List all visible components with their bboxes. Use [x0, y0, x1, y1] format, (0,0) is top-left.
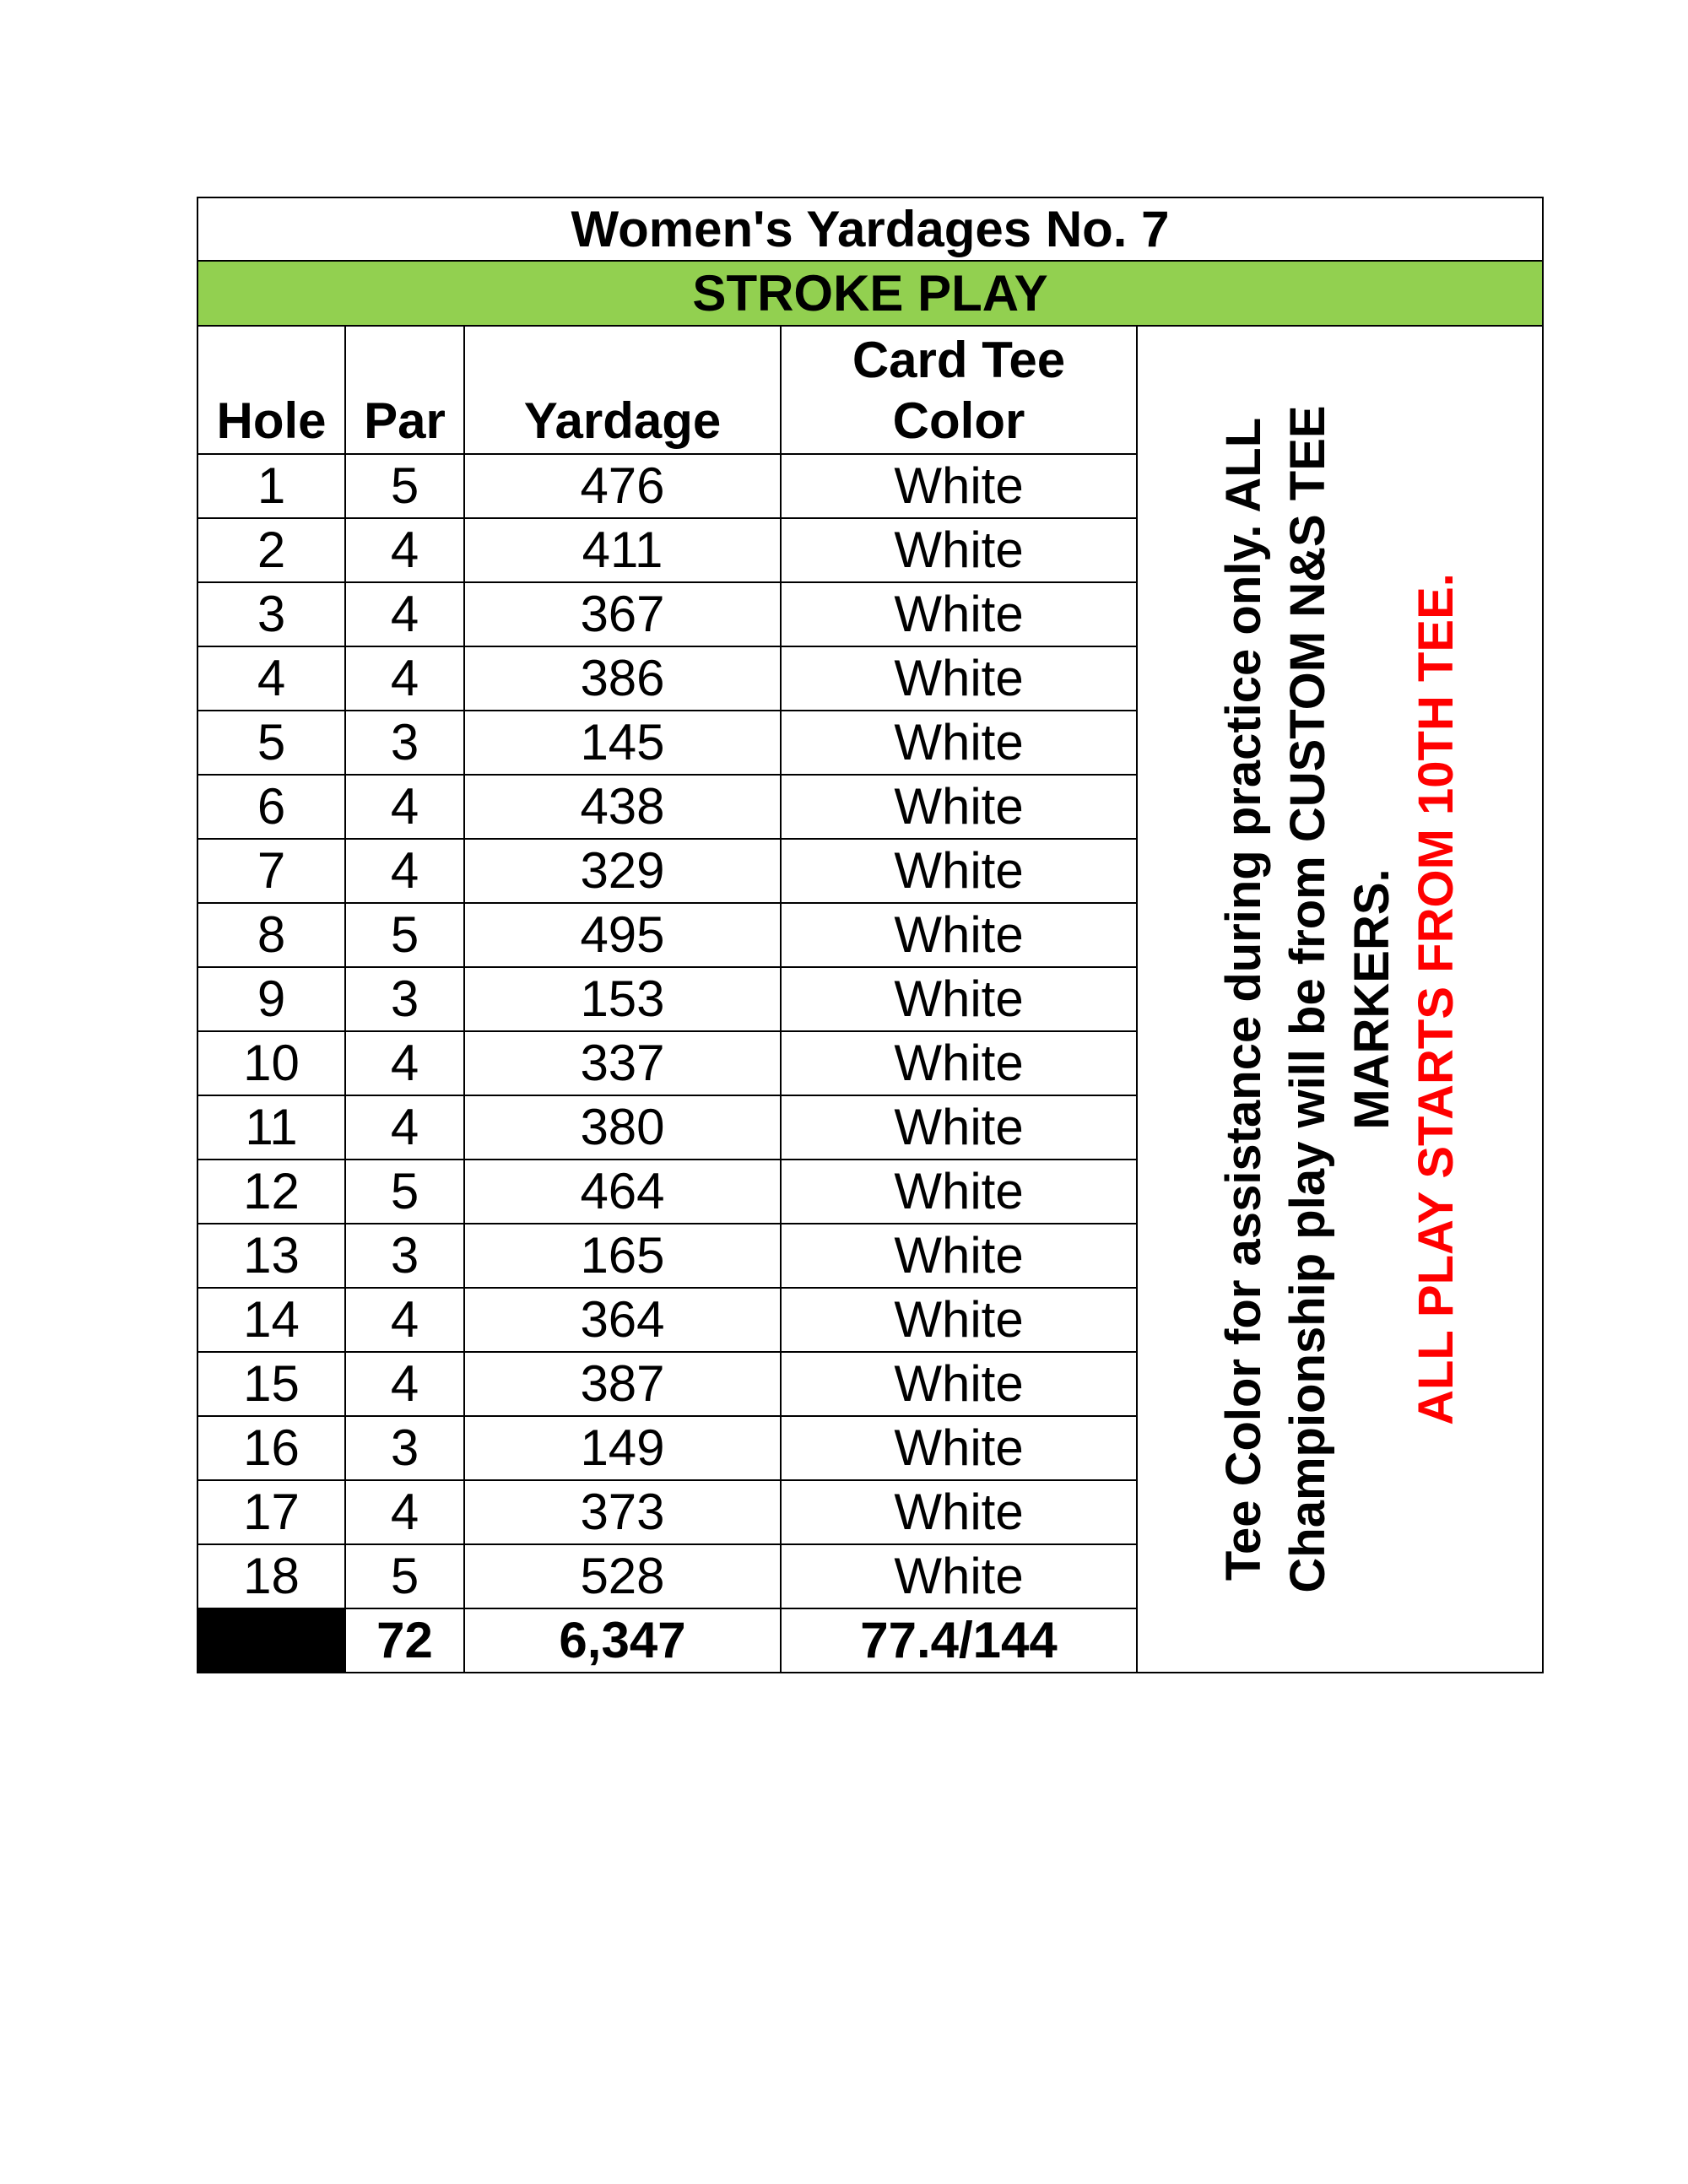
- yardage-cell: 373: [464, 1480, 781, 1544]
- tee-color-cell: White: [781, 711, 1137, 775]
- tee-color-cell: White: [781, 518, 1137, 582]
- hole-cell: 9: [197, 967, 345, 1031]
- yardage-cell: 495: [464, 903, 781, 967]
- yardage-cell: 337: [464, 1031, 781, 1095]
- totals-blank-cell: [197, 1608, 345, 1673]
- par-cell: 4: [345, 775, 464, 839]
- par-cell: 4: [345, 646, 464, 711]
- yardage-cell: 476: [464, 454, 781, 518]
- tee-color-cell: White: [781, 582, 1137, 646]
- hole-cell: 8: [197, 903, 345, 967]
- total-yardage: 6,347: [464, 1608, 781, 1673]
- tee-color-cell: White: [781, 1480, 1137, 1544]
- tee-color-cell: White: [781, 1095, 1137, 1160]
- par-cell: 4: [345, 1095, 464, 1160]
- format-banner: STROKE PLAY: [197, 261, 1543, 326]
- tee-color-cell: White: [781, 967, 1137, 1031]
- yardage-cell: 380: [464, 1095, 781, 1160]
- yardage-cell: 364: [464, 1288, 781, 1352]
- practice-note-cell: [1137, 326, 1543, 1673]
- yardage-cell: 329: [464, 839, 781, 903]
- header-tee-line1: Card Tee: [852, 332, 1066, 388]
- start-tee-note: ALL PLAY STARTS FROM 10TH TEE.: [1408, 573, 1463, 1425]
- yardage-cell: 387: [464, 1352, 781, 1416]
- tee-color-cell: White: [781, 1544, 1137, 1608]
- yardage-cell: 386: [464, 646, 781, 711]
- tee-color-cell: White: [781, 1031, 1137, 1095]
- header-tee-line2: Color: [892, 392, 1025, 449]
- par-cell: 5: [345, 903, 464, 967]
- page-title: Women's Yardages No. 7: [197, 197, 1543, 261]
- header-yardage: Yardage: [464, 326, 781, 454]
- par-cell: 4: [345, 1480, 464, 1544]
- header-hole: Hole: [197, 326, 345, 454]
- hole-cell: 12: [197, 1160, 345, 1224]
- hole-cell: 15: [197, 1352, 345, 1416]
- tee-color-cell: White: [781, 454, 1137, 518]
- tee-color-cell: White: [781, 1160, 1137, 1224]
- par-cell: 5: [345, 1544, 464, 1608]
- course-rating: 77.4/144: [781, 1608, 1137, 1673]
- header-tee-color: [781, 326, 1137, 454]
- header-par: Par: [345, 326, 464, 454]
- par-cell: 5: [345, 1160, 464, 1224]
- tee-color-cell: White: [781, 775, 1137, 839]
- yardage-table: [197, 197, 1544, 1673]
- par-cell: 4: [345, 1031, 464, 1095]
- par-cell: 4: [345, 1288, 464, 1352]
- yardage-cell: 145: [464, 711, 781, 775]
- par-cell: 3: [345, 711, 464, 775]
- hole-cell: 4: [197, 646, 345, 711]
- hole-cell: 2: [197, 518, 345, 582]
- par-cell: 4: [345, 839, 464, 903]
- hole-cell: 17: [197, 1480, 345, 1544]
- total-par: 72: [345, 1608, 464, 1673]
- hole-cell: 7: [197, 839, 345, 903]
- tee-color-cell: White: [781, 1288, 1137, 1352]
- yardage-sheet: [197, 197, 1542, 1680]
- hole-cell: 10: [197, 1031, 345, 1095]
- par-cell: 4: [345, 582, 464, 646]
- practice-note: [1212, 341, 1469, 1657]
- hole-cell: 16: [197, 1416, 345, 1480]
- yardage-cell: 165: [464, 1224, 781, 1288]
- yardage-cell: 153: [464, 967, 781, 1031]
- par-cell: 5: [345, 454, 464, 518]
- yardage-cell: 149: [464, 1416, 781, 1480]
- par-cell: 4: [345, 1352, 464, 1416]
- par-cell: 3: [345, 1224, 464, 1288]
- hole-cell: 14: [197, 1288, 345, 1352]
- hole-cell: 5: [197, 711, 345, 775]
- par-cell: 3: [345, 967, 464, 1031]
- yardage-cell: 411: [464, 518, 781, 582]
- hole-cell: 18: [197, 1544, 345, 1608]
- hole-cell: 13: [197, 1224, 345, 1288]
- tee-color-cell: White: [781, 646, 1137, 711]
- hole-cell: 11: [197, 1095, 345, 1160]
- tee-color-cell: White: [781, 1416, 1137, 1480]
- hole-cell: 3: [197, 582, 345, 646]
- tee-color-cell: White: [781, 1224, 1137, 1288]
- tee-color-cell: White: [781, 1352, 1137, 1416]
- practice-note-text: Tee Color for assistance during practice only. ALL Championship play will be from CUSTOM N&S TEE MARKERS.: [1215, 405, 1399, 1593]
- par-cell: 4: [345, 518, 464, 582]
- tee-color-cell: White: [781, 903, 1137, 967]
- yardage-cell: 438: [464, 775, 781, 839]
- yardage-cell: 464: [464, 1160, 781, 1224]
- hole-cell: 1: [197, 454, 345, 518]
- par-cell: 3: [345, 1416, 464, 1480]
- tee-color-cell: White: [781, 839, 1137, 903]
- hole-cell: 6: [197, 775, 345, 839]
- yardage-cell: 367: [464, 582, 781, 646]
- yardage-cell: 528: [464, 1544, 781, 1608]
